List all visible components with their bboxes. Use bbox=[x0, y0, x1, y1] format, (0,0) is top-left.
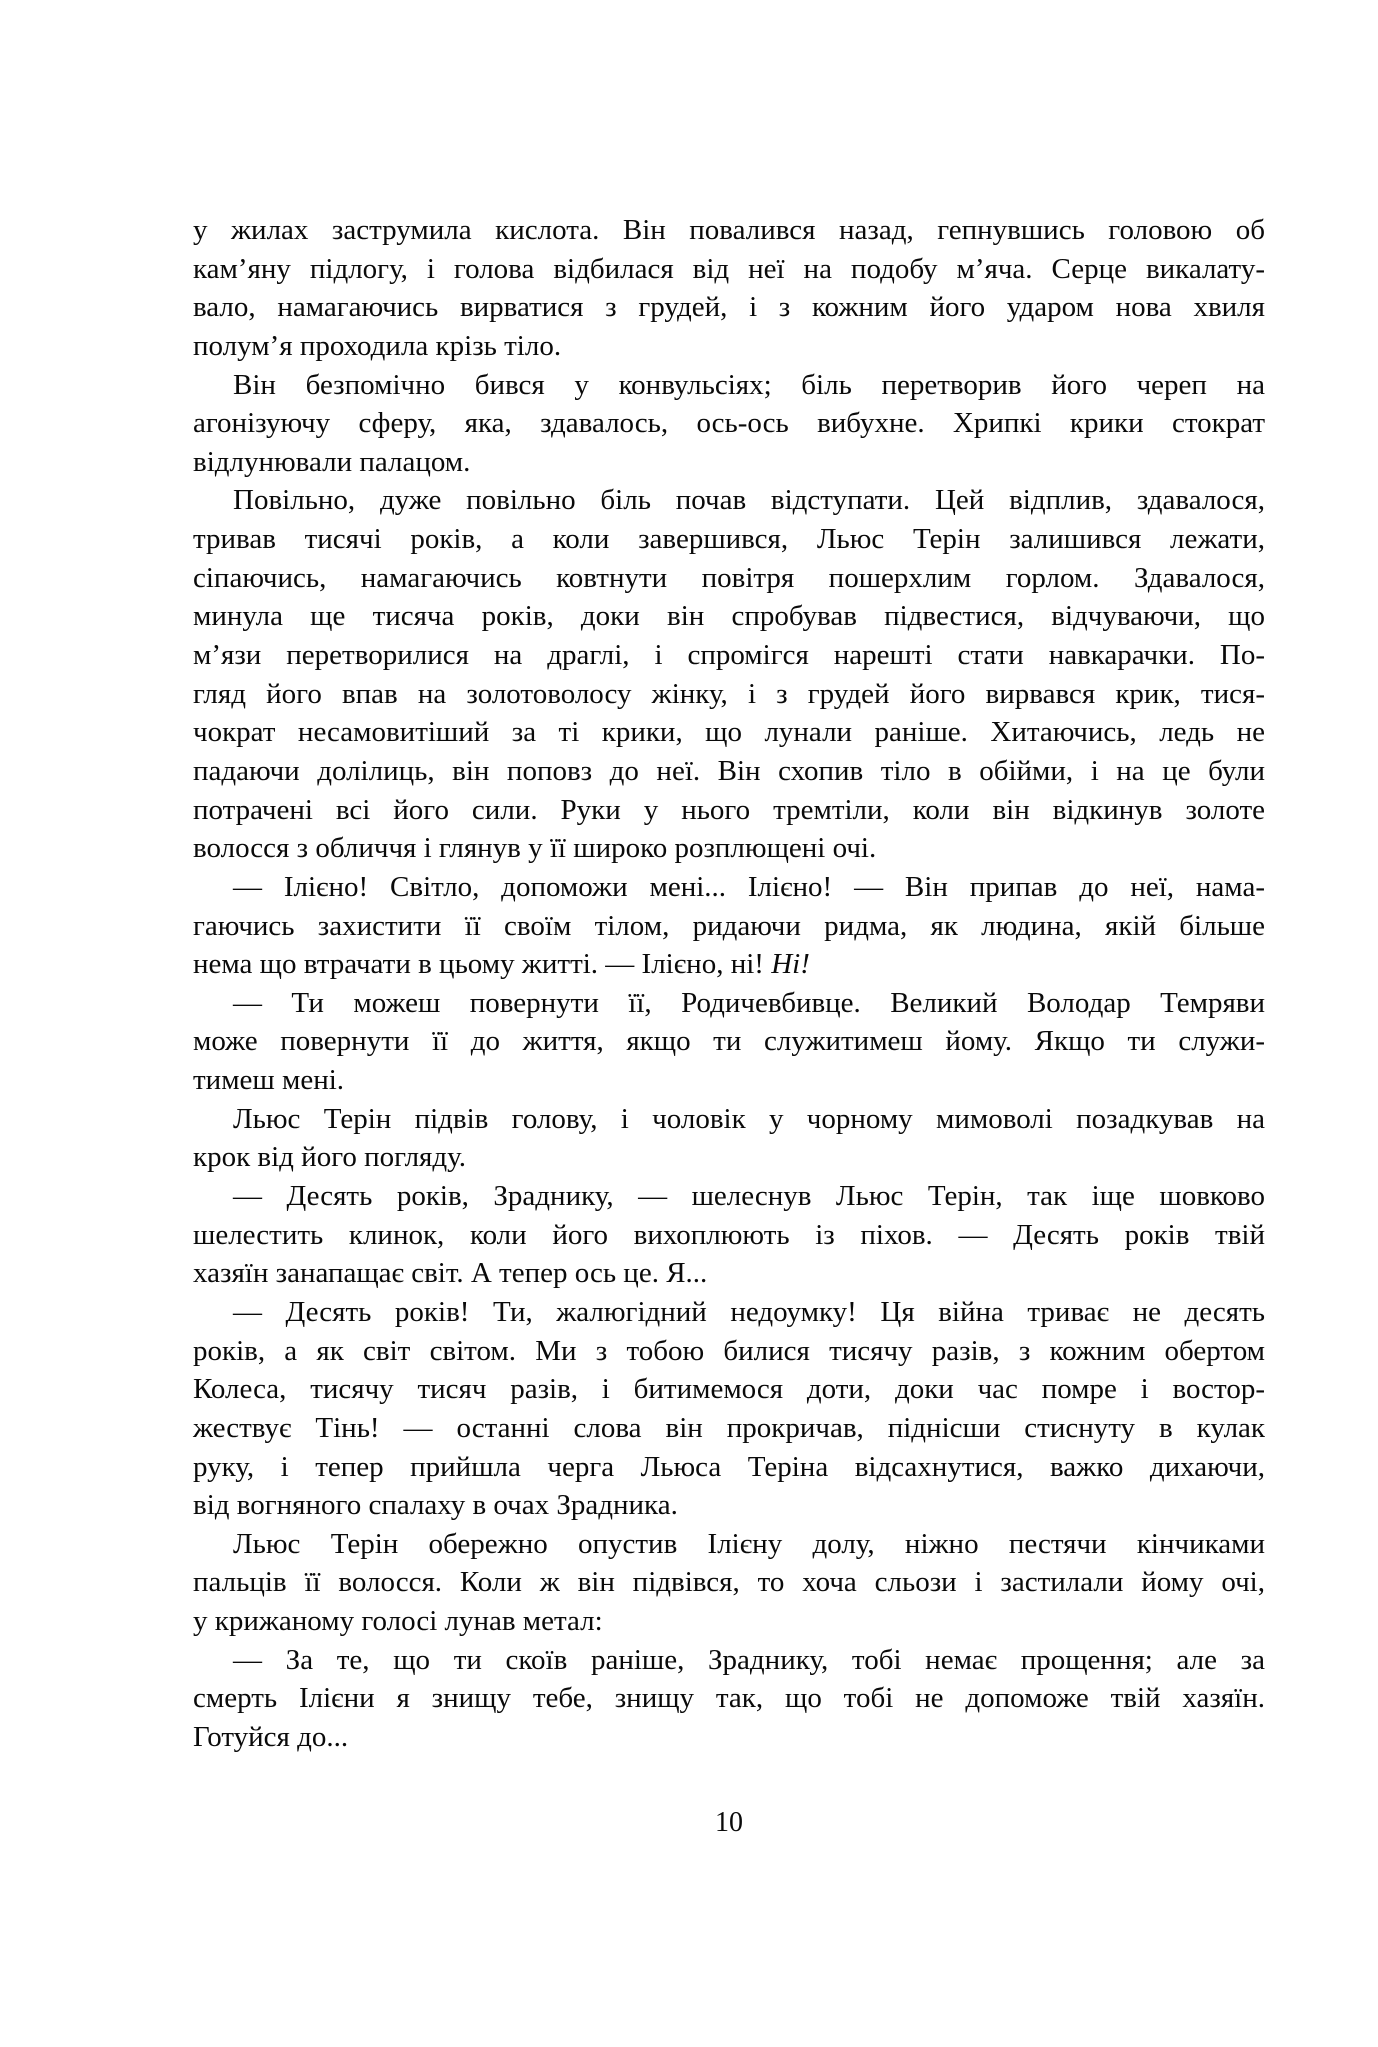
text-segment: кам’яну підлогу, і голова відбилася від неї на подобу м’яча. Серце викалату- bbox=[193, 252, 1265, 285]
text-line bbox=[193, 984, 1265, 1023]
text-segment: крок від його погляду. bbox=[193, 1141, 466, 1174]
text-segment: минула ще тисяча років, доки він спробував підвестися, відчуваючи, що bbox=[193, 600, 1265, 633]
text-segment: Льюс Терін обережно опустив Ілієну долу, ніжно пестячи кінчиками bbox=[233, 1527, 1265, 1560]
text-segment: Повільно, дуже повільно біль почав відступати. Цей відплив, здавалося, bbox=[233, 484, 1265, 517]
text-segment: шелестить клинок, коли його вихоплюють із піхов. — Десять років твій bbox=[193, 1218, 1265, 1251]
text-line bbox=[193, 559, 1265, 598]
text-line bbox=[193, 366, 1265, 405]
text-line bbox=[193, 1563, 1265, 1602]
text-segment: полум’я проходила крізь тіло. bbox=[193, 329, 562, 362]
text-line bbox=[193, 211, 1265, 250]
text-line bbox=[193, 288, 1265, 327]
text-segment: тривав тисячі років, а коли завершився, Льюс Терін залишився лежати, bbox=[193, 523, 1265, 556]
text-segment: Льюс Терін підвів голову, і чоловік у чорному мимоволі позадкував на bbox=[233, 1102, 1265, 1135]
text-line bbox=[193, 404, 1265, 443]
text-segment: потрачені всі його сили. Руки у нього тремтіли, коли він відкинув золоте bbox=[193, 793, 1265, 826]
text-segment: пальців її волосся. Коли ж він підвівся, то хоча сльози і застилали йому очі, bbox=[193, 1566, 1265, 1599]
text-line bbox=[193, 636, 1265, 675]
text-line bbox=[193, 520, 1265, 559]
text-segment: сіпаючись, намагаючись ковтнути повітря пошерхлим горлом. Здавалося, bbox=[193, 561, 1265, 594]
text-line bbox=[193, 443, 1265, 482]
text-segment: у крижаному голосі лунав метал: bbox=[193, 1605, 603, 1638]
text-segment: — Десять років! Ти, жалюгідний недоумку! Ця війна триває не десять bbox=[233, 1295, 1265, 1328]
text-segment: Готуйся до... bbox=[193, 1720, 349, 1753]
text-line bbox=[193, 1525, 1265, 1564]
text-segment: Колеса, тисячу тисяч разів, і битимемося доти, доки час помре і востор- bbox=[193, 1373, 1265, 1406]
text-line bbox=[193, 791, 1265, 830]
text-segment: гаючись захистити її своїм тілом, ридаючи ридма, як людина, якій більше bbox=[193, 909, 1265, 942]
text-segment: нема що втрачати в цьому житті. — Ілієно, ні! bbox=[193, 948, 772, 981]
text-line bbox=[193, 675, 1265, 714]
text-segment: жествує Тінь! — останні слова він прокричав, піднісши стиснуту в кулак bbox=[193, 1411, 1265, 1444]
text-line bbox=[193, 713, 1265, 752]
text-line bbox=[193, 250, 1265, 289]
text-segment: падаючи долілиць, він поповз до неї. Він схопив тіло в обійми, і на це були bbox=[193, 754, 1265, 787]
emphasized-text: Ні! bbox=[771, 948, 810, 981]
text-segment: вало, намагаючись вирватися з грудей, і з кожним його ударом нова хвиля bbox=[193, 291, 1265, 324]
text-segment: від вогняного спалаху в очах Зрадника. bbox=[193, 1489, 678, 1522]
text-segment: агонізуючу сферу, яка, здавалось, ось-ось вибухне. Хрипкі крики стократ bbox=[193, 407, 1265, 440]
text-segment: може повернути її до життя, якщо ти служитимеш йому. Якщо ти служи- bbox=[193, 1025, 1265, 1058]
text-segment: — Десять років, Зраднику, — шелеснув Льюс Терін, так іще шовково bbox=[233, 1180, 1265, 1213]
text-line bbox=[193, 1718, 1265, 1757]
text-segment: відлунювали палацом. bbox=[193, 445, 471, 478]
text-line bbox=[193, 752, 1265, 791]
text-line bbox=[193, 1679, 1265, 1718]
text-line bbox=[193, 1254, 1265, 1293]
text-line bbox=[193, 907, 1265, 946]
page-number: 10 bbox=[715, 1807, 743, 1838]
text-line bbox=[193, 1177, 1265, 1216]
text-line bbox=[193, 1216, 1265, 1255]
text-segment: — Ти можеш повернути її, Родичевбивце. Великий Володар Темряви bbox=[233, 986, 1265, 1019]
text-line bbox=[193, 1061, 1265, 1100]
text-line bbox=[193, 868, 1265, 907]
page-text bbox=[193, 211, 1265, 1757]
text-line bbox=[193, 1138, 1265, 1177]
text-line bbox=[193, 481, 1265, 520]
text-segment: волосся з обличчя і глянув у її широко розплющені очі. bbox=[193, 832, 877, 865]
text-segment: чократ несамовитіший за ті крики, що лунали раніше. Хитаючись, ледь не bbox=[193, 716, 1265, 749]
text-line bbox=[193, 945, 1265, 984]
text-line bbox=[193, 1602, 1265, 1641]
text-line bbox=[193, 829, 1265, 868]
text-segment: тимеш мені. bbox=[193, 1064, 345, 1097]
text-line bbox=[193, 597, 1265, 636]
text-line bbox=[193, 1370, 1265, 1409]
text-line bbox=[193, 1332, 1265, 1371]
text-segment: руку, і тепер прийшла черга Льюса Теріна відсахнутися, важко дихаючи, bbox=[193, 1450, 1265, 1483]
text-segment: смерть Ілієни я знищу тебе, знищу так, що тобі не допоможе твій хазяїн. bbox=[193, 1682, 1265, 1715]
text-line bbox=[193, 1486, 1265, 1525]
text-line bbox=[193, 1448, 1265, 1487]
text-segment: років, а як світ світом. Ми з тобою билися тисячу разів, з кожним обертом bbox=[193, 1334, 1265, 1367]
text-segment: гляд його впав на золотоволосу жінку, і з грудей його вирвався крик, тися- bbox=[193, 677, 1265, 710]
text-segment: м’язи перетворилися на драглі, і спромігся нарешті стати навкарачки. По- bbox=[193, 639, 1265, 672]
text-segment: — Ілієно! Світло, допоможи мені... Ілієно! — Він припав до неї, нама- bbox=[233, 870, 1265, 903]
text-line bbox=[193, 1641, 1265, 1680]
text-line bbox=[193, 1100, 1265, 1139]
text-line bbox=[193, 1022, 1265, 1061]
text-segment: хазяїн занапащає світ. А тепер ось це. Я... bbox=[193, 1257, 708, 1290]
text-segment: — За те, що ти скоїв раніше, Зраднику, тобі немає прощення; але за bbox=[233, 1643, 1265, 1676]
text-line bbox=[193, 327, 1265, 366]
text-line bbox=[193, 1293, 1265, 1332]
text-line bbox=[193, 1409, 1265, 1448]
text-segment: Він безпомічно бився у конвульсіях; біль перетворив його череп на bbox=[233, 368, 1265, 401]
text-segment: у жилах заструмила кислота. Він повалився назад, гепнувшись головою об bbox=[193, 214, 1265, 246]
